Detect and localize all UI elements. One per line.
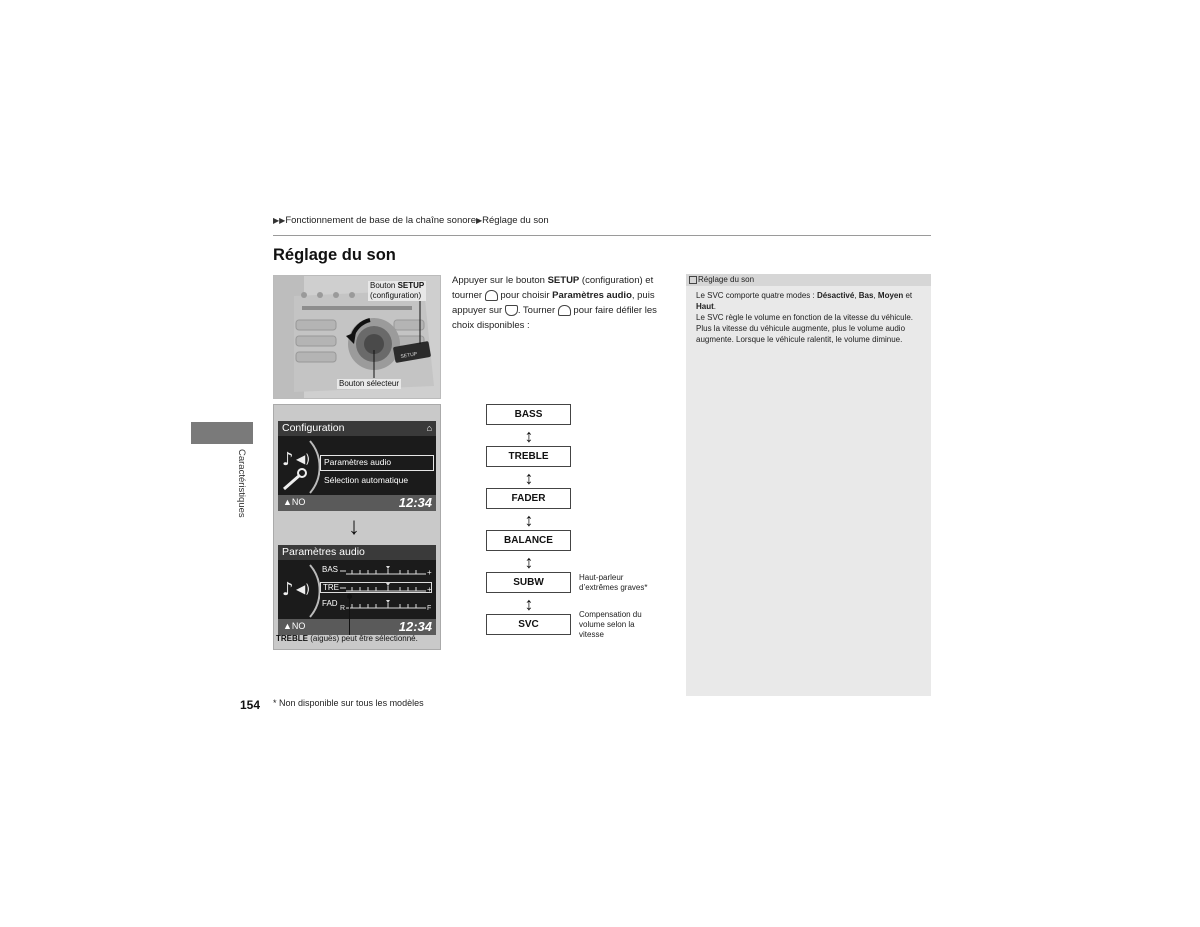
- dashboard-photo: [273, 275, 441, 399]
- flow-box-subw: SUBW: [486, 572, 571, 593]
- updown-arrow-icon: ↕: [524, 426, 534, 446]
- updown-arrow-icon: ↕: [524, 594, 534, 614]
- setup-button-label: Bouton SETUP (configuration): [370, 281, 425, 300]
- breadcrumb: [273, 215, 549, 226]
- menu-item-audio-settings[interactable]: Paramètres audio: [320, 455, 434, 471]
- svc-note: Compensation du volume selon la vitesse: [579, 610, 642, 639]
- down-arrow-icon: ↓: [348, 513, 360, 540]
- breadcrumb-arrow-icon: ▶: [475, 216, 483, 225]
- svg-text:◀): ◀): [296, 452, 310, 466]
- flow-box-svc: SVC: [486, 614, 571, 635]
- subw-note: Haut-parleur d’extrêmes graves*: [579, 573, 648, 592]
- updown-arrow-icon: ↕: [524, 510, 534, 530]
- bluetooth-icon: ⌂: [426, 423, 432, 433]
- page-title: Réglage du son: [273, 246, 396, 264]
- press-knob-icon: [505, 305, 518, 316]
- screen-header: Paramètres audio: [278, 545, 436, 560]
- screens-panel: [273, 404, 441, 650]
- footnote: * Non disponible sur tous les modèles: [273, 698, 424, 708]
- breadcrumb-part2: Réglage du son: [482, 215, 549, 226]
- svg-text:♪: ♪: [282, 449, 294, 470]
- instruction-text: Appuyer sur le bouton SETUP (configuration) et tourner pour choisir Paramètres audio, puis appuyer sur . Tourner pour faire défiler les choix disponibles :: [452, 275, 657, 331]
- music-settings-icon: [280, 439, 320, 495]
- side-note-header: Réglage du son: [686, 274, 931, 286]
- selector-button-label: Bouton sélecteur: [339, 379, 400, 388]
- flow-box-treble: TREBLE: [486, 446, 571, 467]
- rotate-knob-icon: [558, 305, 571, 316]
- music-icon: [280, 563, 320, 619]
- clock-display: 12:34: [398, 619, 432, 634]
- compass-indicator: ▲NO: [283, 497, 306, 507]
- rotate-knob-icon: [485, 290, 498, 301]
- audio-row-bass[interactable]: BAS: [322, 565, 339, 574]
- screen-configuration: [278, 421, 436, 511]
- menu-item-auto-select[interactable]: Sélection automatique: [324, 475, 409, 485]
- callout-line: [349, 597, 350, 635]
- screen-footer: [278, 495, 436, 511]
- flow-box-fader: FADER: [486, 488, 571, 509]
- updown-arrow-icon: ↕: [524, 468, 534, 488]
- screen-caption: TREBLE (aiguës) peut être sélectionné.: [276, 634, 418, 643]
- screen-header: Configuration ⌂: [278, 421, 436, 436]
- svg-text:+: +: [427, 568, 432, 577]
- svg-text:R: R: [340, 605, 346, 612]
- audio-row-treble[interactable]: TRE: [320, 582, 432, 593]
- side-note: [686, 274, 931, 696]
- chapter-tab: [191, 422, 253, 444]
- svg-text:+: +: [427, 585, 432, 594]
- header-rule: [273, 235, 931, 236]
- screen-footer: [278, 619, 436, 635]
- flow-box-balance: BALANCE: [486, 530, 571, 551]
- note-marker-icon: [689, 276, 697, 284]
- breadcrumb-arrow-icon: ▶▶: [273, 216, 286, 225]
- level-scales: [338, 565, 434, 615]
- side-note-text: Le SVC comporte quatre modes : Désactivé, Bas, Moyen et Haut. Le SVC règle le volume en fonction de la vitesse du véhicule. Plus la vitesse du véhicule augmente, plus le volume audio augmente. Lorsque le véhicule ralentit, le volume diminue.: [696, 291, 914, 344]
- screen-audio-settings: [278, 545, 436, 635]
- breadcrumb-part1: Fonctionnement de base de la chaîne sonore: [285, 215, 476, 226]
- svg-text:F: F: [427, 605, 432, 612]
- page-number: 154: [240, 698, 261, 712]
- chapter-label: Caractéristiques: [236, 449, 247, 518]
- clock-display: 12:34: [398, 495, 432, 510]
- compass-indicator: ▲NO: [283, 621, 306, 631]
- updown-arrow-icon: ↕: [524, 552, 534, 572]
- svg-text:◀): ◀): [296, 582, 310, 596]
- flow-box-bass: BASS: [486, 404, 571, 425]
- audio-row-fader[interactable]: FAD: [322, 599, 338, 608]
- setup-button-print: SETUP: [400, 351, 418, 360]
- svg-text:♪: ♪: [282, 579, 294, 600]
- callout-dot: [347, 594, 352, 599]
